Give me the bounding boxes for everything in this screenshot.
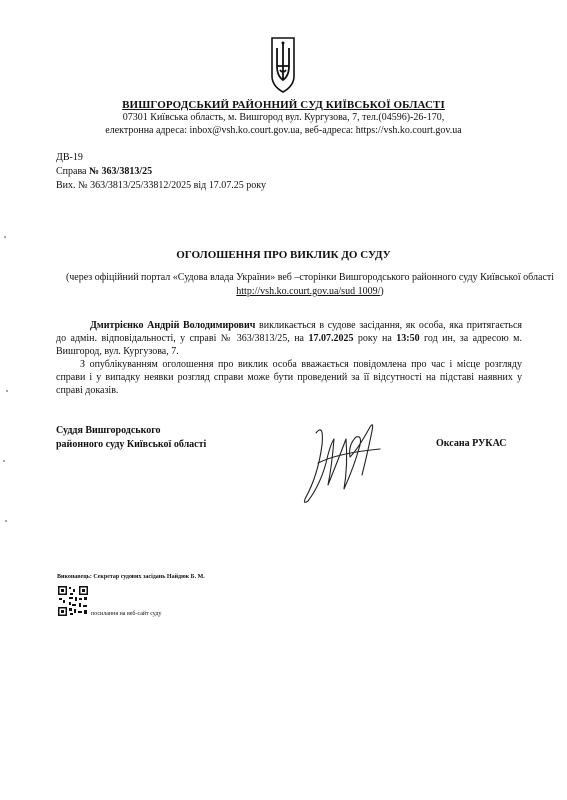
notice-subtitle (60, 271, 560, 299)
summons-paragraph (56, 319, 522, 358)
consequences-paragraph: З опублікуванням оголошення про виклик особа вважається повідомлена про час і місце розгляду справи і у випадку неявки розгляд справи може бути проведений за її відсутності на підставі наявних у справі доказів. (56, 359, 522, 396)
judge-title-line2: районного суду Київської області (56, 439, 207, 450)
notice-title: ОГОЛОШЕННЯ ПРО ВИКЛИК ДО СУДУ (176, 249, 391, 261)
trident-coat-of-arms-icon (270, 36, 296, 94)
qr-code-icon[interactable] (57, 585, 89, 617)
court-name: ВИШГОРОДСЬКИЙ РАЙОННИЙ СУД КИЇВСЬКОЇ ОБЛАСТІ (122, 99, 445, 111)
summons-text-2: року на (353, 333, 397, 344)
subtitle-close: ) (380, 286, 384, 297)
judge-title-line1: Суддя Вишгородського (56, 425, 161, 436)
subtitle-text: (через офіційний портал «Судова влада України» веб –сторінки Вишгородського районного суду Київської області (65, 272, 555, 283)
scan-speck (3, 460, 5, 462)
executor-line: Виконавець: Секретар судових засідань Найдюк Б. М. (57, 574, 205, 580)
court-address: 07301 Київська область, м. Вишгород вул. Кургузова, 7, тел.(04596)-26-170, (122, 112, 445, 123)
summons-text-1: викликається в судове засідання, як особа, яка притягається до адмін. відповідальності, у справі № 363/3813/25, на (56, 320, 522, 344)
case-label: Справа (56, 166, 87, 177)
scan-speck (4, 236, 6, 238)
case-number: № 363/3813/25 (89, 166, 153, 177)
scan-speck (6, 390, 8, 392)
hearing-date: 17.07.2025 (308, 333, 354, 344)
person-name: Дмитрієнко Андрій Володимирович (90, 320, 256, 331)
court-contacts: електронна адреса: inbox@vsh.ko.court.gov.ua, веб-адреса: https://vsh.ko.court.gov.ua (105, 125, 462, 136)
judge-name: Оксана РУКАС (436, 438, 507, 449)
form-code: ДВ-19 (56, 152, 83, 163)
qr-caption: посилання на веб-сайт суду (91, 611, 162, 617)
scan-speck (5, 520, 7, 522)
summons-text-3: год ин, за адресою м. Вишгород, вул. Кургузова, 7. (56, 333, 522, 357)
judge-title (56, 424, 206, 452)
handwritten-signature (288, 405, 398, 515)
hearing-time: 13:50 (396, 333, 420, 344)
case-line (56, 165, 152, 179)
outgoing-number: Вих. № 363/3813/25/33812/2025 від 17.07.25 року (56, 180, 266, 191)
court-website-link[interactable]: http://vsh.ko.court.gov.ua/sud 1009/ (236, 286, 381, 297)
